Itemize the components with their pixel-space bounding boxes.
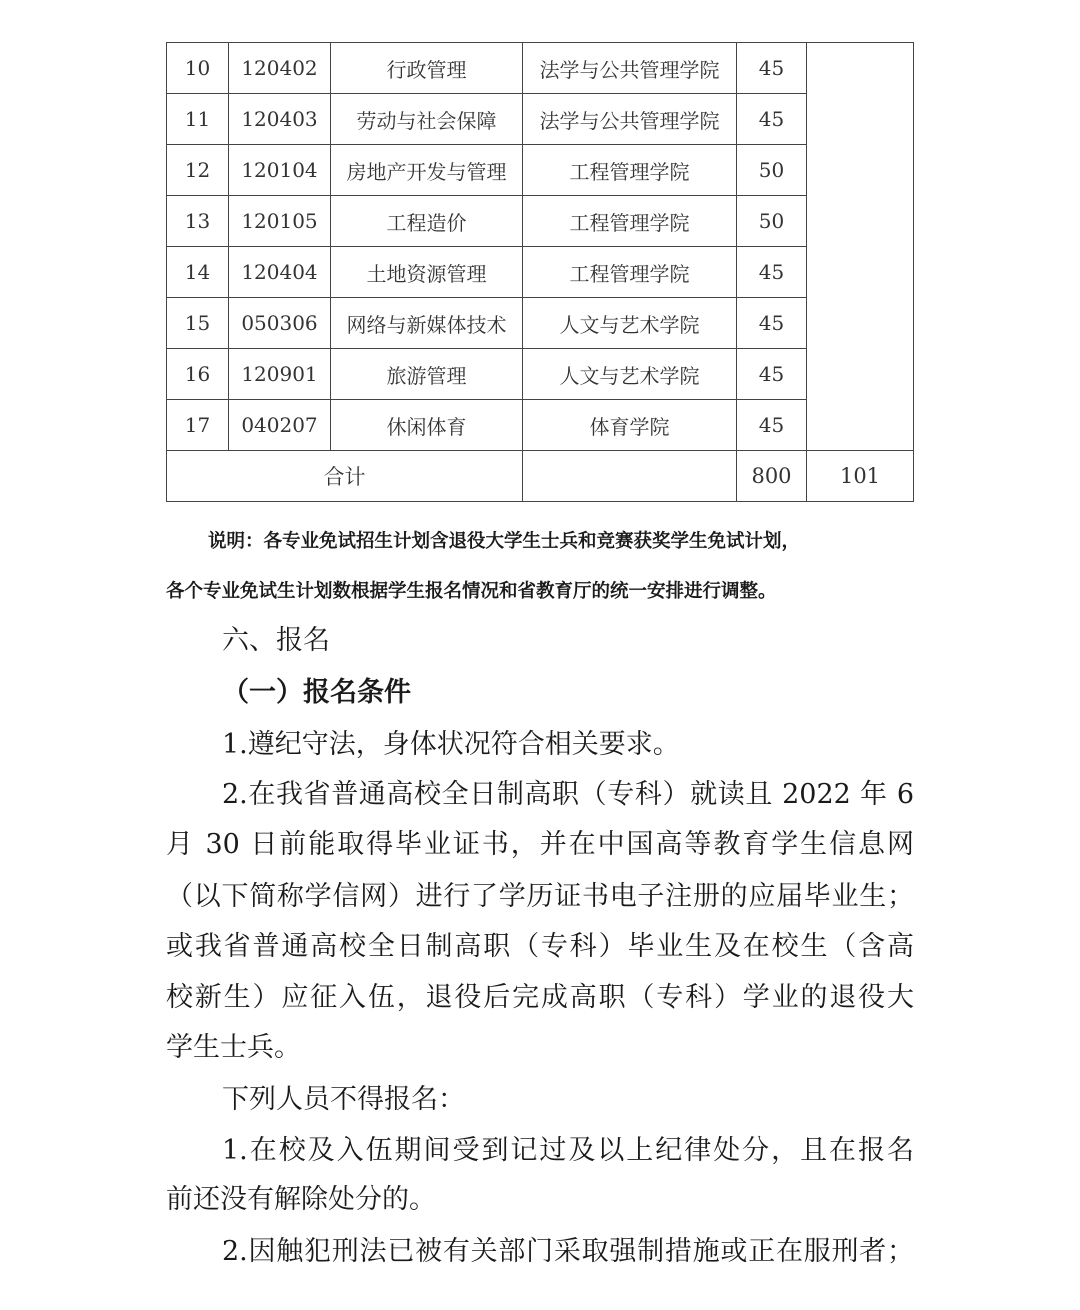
excluded-1-line: 1.在校及入伍期间受到记过及以上纪律处分，且在报名 xyxy=(222,1135,914,1166)
cell-no: 12 xyxy=(167,145,229,196)
cell-college: 人文与艺术学院 xyxy=(523,349,737,400)
subsection-title: （一）报名条件 xyxy=(222,677,411,708)
cell-college: 工程管理学院 xyxy=(523,247,737,298)
cell-plan: 45 xyxy=(737,349,807,400)
table-row xyxy=(167,247,914,298)
cell-college: 体育学院 xyxy=(523,400,737,451)
cell-no: 14 xyxy=(167,247,229,298)
merged-empty-cell xyxy=(807,43,914,451)
cell-plan: 45 xyxy=(737,43,807,94)
cell-major: 网络与新媒体技术 xyxy=(331,298,523,349)
cell-major: 行政管理 xyxy=(331,43,523,94)
table-row xyxy=(167,145,914,196)
note-line-1: 说明：各专业免试招生计划含退役大学生士兵和竞赛获奖学生免试计划， xyxy=(208,531,801,552)
item-2-line: 月 30 日前能取得毕业证书，并在中国高等教育学生信息网 xyxy=(166,829,914,860)
cell-plan: 45 xyxy=(737,298,807,349)
cell-code: 120901 xyxy=(229,349,331,400)
cell-no: 13 xyxy=(167,196,229,247)
cell-no: 11 xyxy=(167,94,229,145)
cell-college: 法学与公共管理学院 xyxy=(523,94,737,145)
cell-no: 10 xyxy=(167,43,229,94)
enrollment-plan-table xyxy=(166,42,914,502)
table-row xyxy=(167,349,914,400)
table-row xyxy=(167,298,914,349)
excluded-1-line: 前还没有解除处分的。 xyxy=(166,1184,436,1215)
cell-code: 120403 xyxy=(229,94,331,145)
cell-code: 120404 xyxy=(229,247,331,298)
total-row xyxy=(167,451,914,502)
table-row xyxy=(167,400,914,451)
cell-major: 工程造价 xyxy=(331,196,523,247)
cell-code: 120402 xyxy=(229,43,331,94)
cell-no: 17 xyxy=(167,400,229,451)
note-line-2: 各个专业免试生计划数根据学生报名情况和省教育厅的统一安排进行调整。 xyxy=(166,581,777,602)
cell-major: 房地产开发与管理 xyxy=(331,145,523,196)
total-empty xyxy=(523,451,737,502)
cell-college: 工程管理学院 xyxy=(523,145,737,196)
item-1: 1.遵纪守法，身体状况符合相关要求。 xyxy=(222,729,680,760)
cell-college: 人文与艺术学院 xyxy=(523,298,737,349)
table-row xyxy=(167,94,914,145)
table-row xyxy=(167,196,914,247)
cell-no: 16 xyxy=(167,349,229,400)
item-2-line: 2.在我省普通高校全日制高职（专科）就读且 2022 年 6 xyxy=(222,779,914,810)
cell-plan: 45 xyxy=(737,400,807,451)
item-2-line: 学生士兵。 xyxy=(166,1032,301,1063)
cell-college: 工程管理学院 xyxy=(523,196,737,247)
cell-plan: 50 xyxy=(737,196,807,247)
cell-college: 法学与公共管理学院 xyxy=(523,43,737,94)
total-label: 合计 xyxy=(167,451,523,502)
total-exempt: 101 xyxy=(807,451,914,502)
cell-code: 050306 xyxy=(229,298,331,349)
cell-code: 120104 xyxy=(229,145,331,196)
cell-major: 休闲体育 xyxy=(331,400,523,451)
item-2-line: 或我省普通高校全日制高职（专科）毕业生及在校生（含高 xyxy=(166,931,914,962)
cell-plan: 50 xyxy=(737,145,807,196)
cell-code: 120105 xyxy=(229,196,331,247)
cell-plan: 45 xyxy=(737,247,807,298)
cell-no: 15 xyxy=(167,298,229,349)
cell-major: 旅游管理 xyxy=(331,349,523,400)
total-plan: 800 xyxy=(737,451,807,502)
item-2-line: （以下简称学信网）进行了学历证书电子注册的应届毕业生； xyxy=(166,881,914,912)
cell-major: 劳动与社会保障 xyxy=(331,94,523,145)
table-row xyxy=(167,43,914,94)
excluded-2: 2.因触犯刑法已被有关部门采取强制措施或正在服刑者； xyxy=(222,1236,914,1267)
item-2-line: 校新生）应征入伍，退役后完成高职（专科）学业的退役大 xyxy=(166,982,914,1013)
cell-plan: 45 xyxy=(737,94,807,145)
cell-major: 土地资源管理 xyxy=(331,247,523,298)
excluded-heading: 下列人员不得报名： xyxy=(222,1084,465,1115)
cell-code: 040207 xyxy=(229,400,331,451)
section-title: 六、报名 xyxy=(222,625,330,656)
